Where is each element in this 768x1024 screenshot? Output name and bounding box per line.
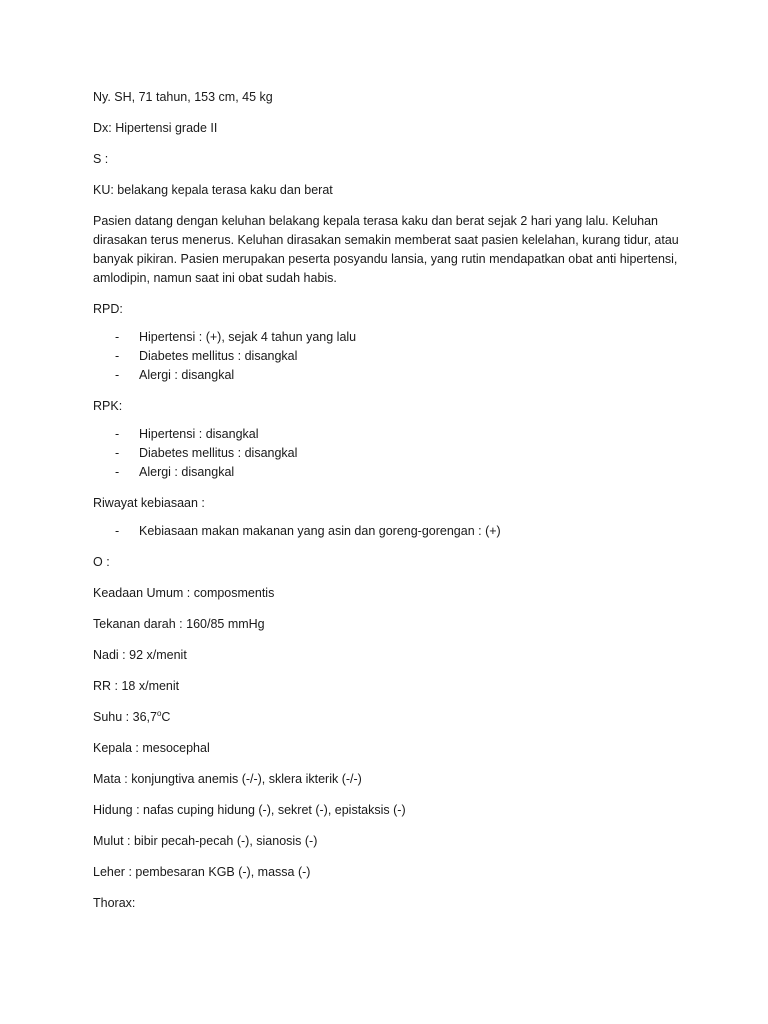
history-paragraph: Pasien datang dengan keluhan belakang kepala terasa kaku dan berat sejak 2 hari yang lalu. Keluhan dirasakan terus menerus. Keluhan dirasakan semakin memberat saat pasien kelelahan, kurang tidur, atau banyak pikiran. Pasien merupakan peserta posyandu lansia, yang rutin mendapatkan obat anti hipertensi, amlodipin, namun saat ini obat sudah habis. — [93, 214, 679, 285]
habits-heading: Riwayat kebiasaan : — [93, 496, 205, 510]
list-item: - Hipertensi : (+), sejak 4 tahun yang lalu — [93, 328, 713, 347]
objective-heading: O : — [93, 555, 110, 569]
habits-list — [93, 522, 713, 541]
list-item: - Alergi : disangkal — [93, 366, 713, 385]
mouth-exam: Mulut : bibir pecah-pecah (-), sianosis (-) — [93, 834, 318, 848]
list-item: - Diabetes mellitus : disangkal — [93, 444, 713, 463]
list-item: - Hipertensi : disangkal — [93, 425, 713, 444]
rpd-heading: RPD: — [93, 302, 123, 316]
rpk-heading: RPK: — [93, 399, 123, 413]
head-exam: Kepala : mesocephal — [93, 741, 210, 755]
rpk-list — [93, 425, 713, 482]
chief-complaint: KU: belakang kepala terasa kaku dan berat — [93, 183, 333, 197]
pulse: Nadi : 92 x/menit — [93, 648, 187, 662]
thorax-heading: Thorax: — [93, 896, 136, 910]
list-item: - Kebiasaan makan makanan yang asin dan goreng-gorengan : (+) — [93, 522, 713, 541]
subjective-heading: S : — [93, 152, 109, 166]
temperature-unit: C — [161, 710, 171, 724]
diagnosis: Dx: Hipertensi grade II — [93, 121, 218, 135]
neck-exam: Leher : pembesaran KGB (-), massa (-) — [93, 865, 311, 879]
nose-exam: Hidung : nafas cuping hidung (-), sekret (-), epistaksis (-) — [93, 803, 406, 817]
list-item: - Diabetes mellitus : disangkal — [93, 347, 713, 366]
respiratory-rate: RR : 18 x/menit — [93, 679, 180, 693]
eye-exam: Mata : konjungtiva anemis (-/-), sklera ikterik (-/-) — [93, 772, 362, 786]
document-page — [93, 88, 713, 925]
list-item: - Alergi : disangkal — [93, 463, 713, 482]
general-condition: Keadaan Umum : composmentis — [93, 586, 275, 600]
rpd-list — [93, 328, 713, 385]
temperature-value: Suhu : 36,7 — [93, 710, 157, 724]
patient-identity: Ny. SH, 71 tahun, 153 cm, 45 kg — [93, 90, 273, 104]
degree-symbol: o — [156, 708, 162, 718]
temperature — [93, 708, 713, 727]
blood-pressure: Tekanan darah : 160/85 mmHg — [93, 617, 265, 631]
